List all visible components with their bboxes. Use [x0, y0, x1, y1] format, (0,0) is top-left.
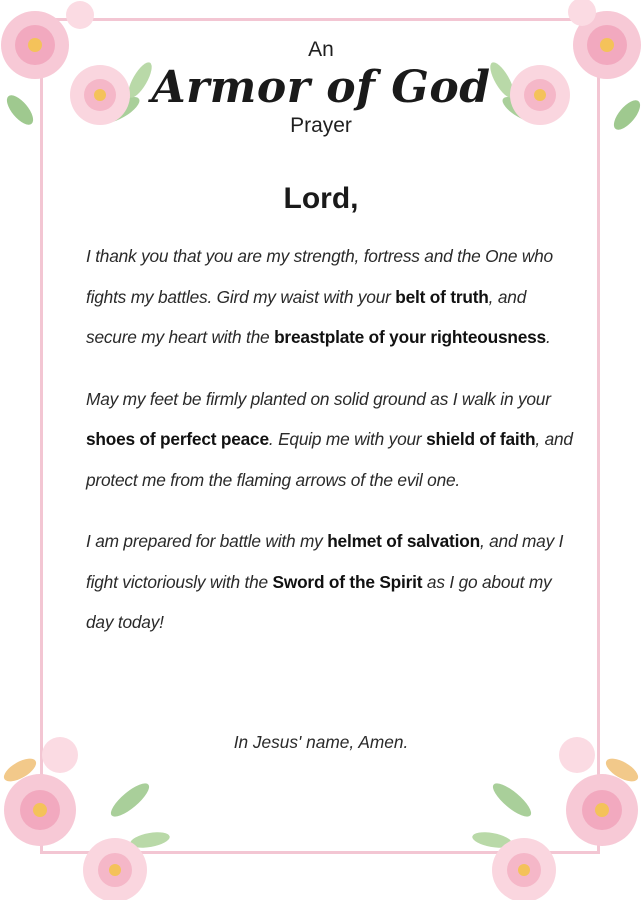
closing-line: In Jesus' name, Amen.	[233, 732, 409, 752]
emphasis-phrase: belt of truth	[395, 286, 489, 307]
salutation-heading: Lord,	[283, 182, 359, 215]
emphasis-phrase: breastplate of your righteousness	[274, 327, 546, 347]
prayer-body	[86, 236, 576, 664]
emphasis-phrase: shoes of perfect peace	[86, 429, 269, 449]
flower-decoration-bottom-left	[0, 730, 180, 900]
prayer-paragraph-2	[86, 379, 576, 501]
flower-decoration-bottom-right	[462, 730, 642, 900]
prayer-text: I thank you that you are my strength, fortress and the One who fights my battles. Gird my waist with your	[86, 246, 553, 307]
prayer-text: as I go about my day today!	[86, 571, 552, 632]
emphasis-phrase: Sword of the Spirit	[272, 571, 423, 592]
prayer-text: I am prepared for battle with my	[86, 531, 328, 551]
title-prefix: An	[308, 38, 334, 61]
title-script: Armor of God	[151, 62, 491, 113]
emphasis-phrase: helmet of salvation	[327, 531, 480, 551]
prayer-text: , and may I fight victoriously with the	[86, 531, 564, 592]
prayer-paragraph-1	[86, 236, 576, 358]
prayer-text: . Equip me with your	[268, 429, 427, 449]
title-block	[0, 38, 642, 138]
prayer-text: , and protect me from the flaming arrows of the evil one.	[86, 429, 573, 490]
title-suffix: Prayer	[290, 114, 352, 137]
prayer-paragraph-3	[86, 521, 576, 643]
prayer-text: .	[545, 327, 551, 347]
emphasis-phrase: shield of faith	[426, 429, 536, 449]
prayer-text: , and secure my heart with the	[86, 286, 527, 347]
prayer-text: May my feet be firmly planted on solid ground as I walk in your	[86, 388, 551, 409]
